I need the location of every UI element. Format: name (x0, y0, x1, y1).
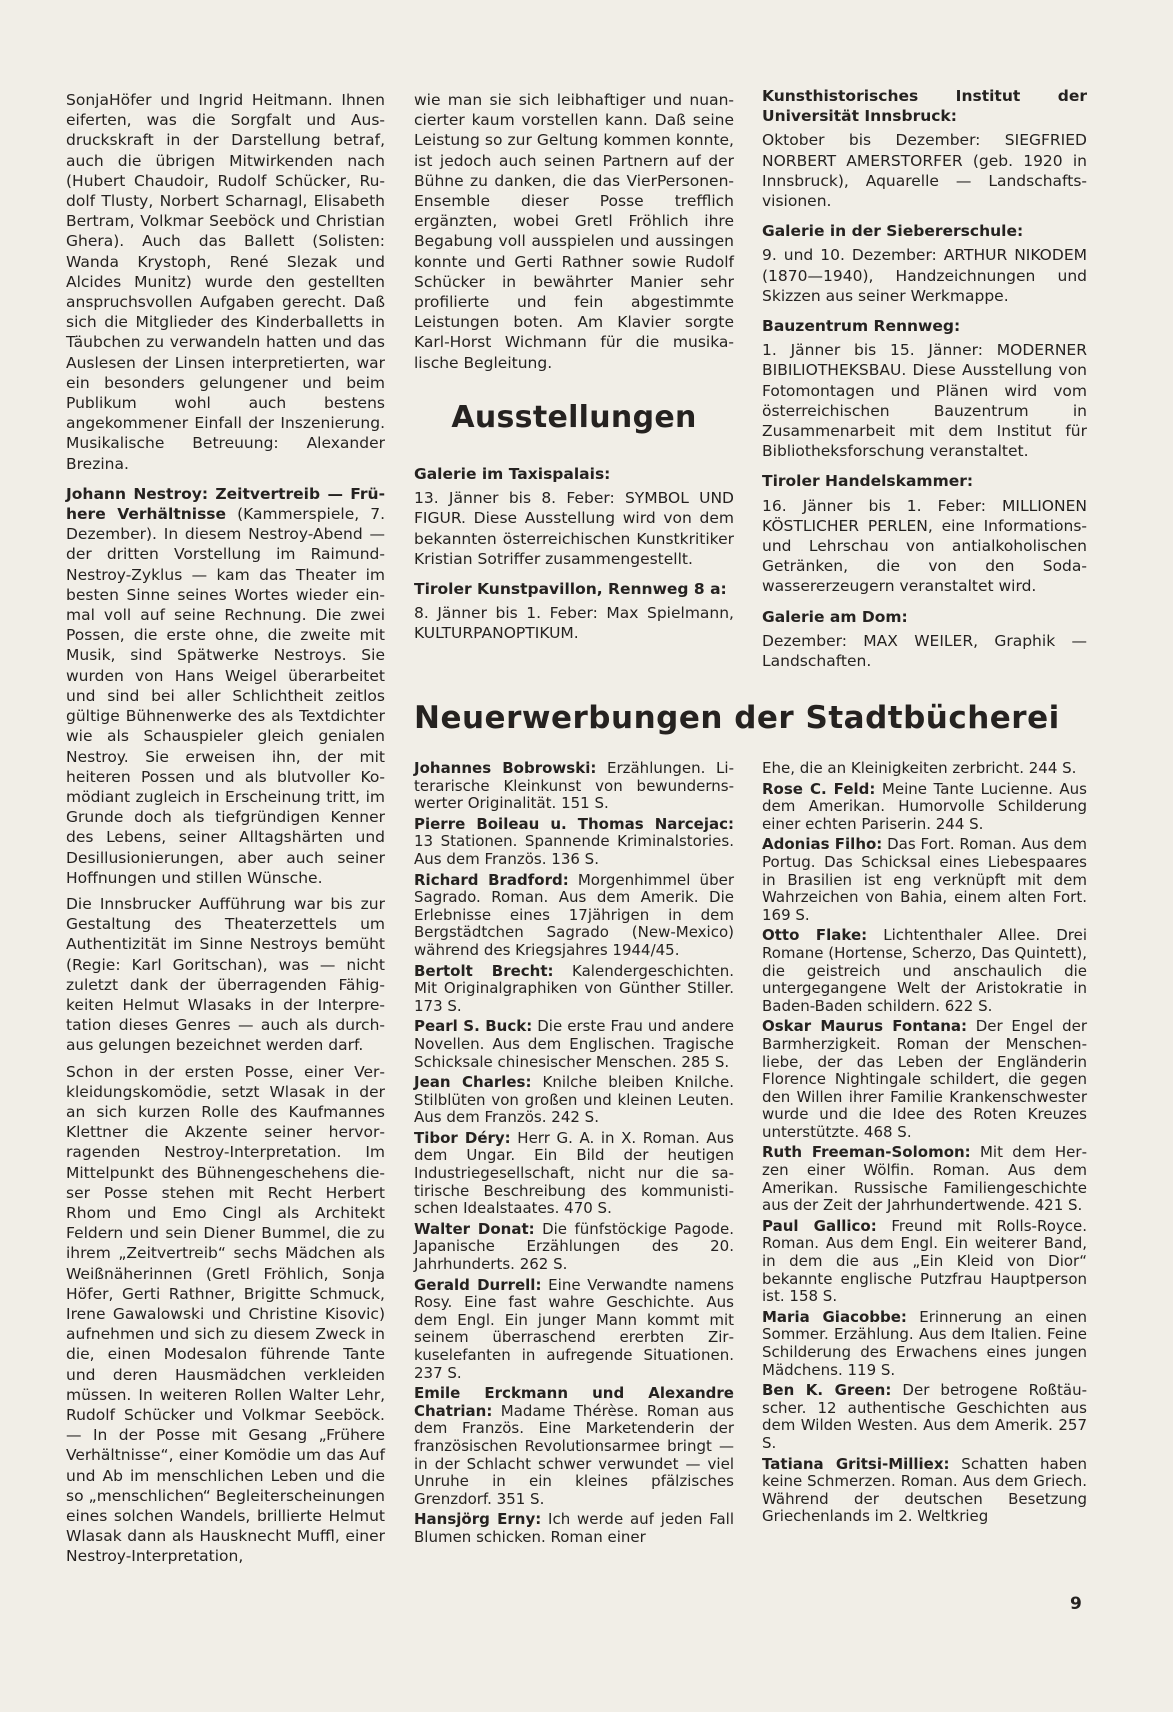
book-author: Rose C. Feld: (762, 779, 876, 798)
book-entry (414, 816, 734, 869)
book-description: Lichtenthaler Allee. Drei Romane (Hortense, Scherzo, Das Quintett), die geistreich und anschaulich die untergegangene Welt der Aristokratie in Baden-Baden schildern. 622 S. (762, 926, 1087, 1015)
column-2 (414, 90, 734, 379)
nestroy-review-p2: Die Innsbrucker Aufführung war bis zur Gestaltung des Theaterzettels um Authentizität im Sinne Nestroys bemüht (Regie: Karl Goritschan), was — nicht zuletzt dank der überragenden Fähigkeiten Helmut Wlasaks in der Interpretation dieses Genres — auch als durchaus gelungen bezeichnet werden darf. (66, 894, 385, 1055)
book-entry (414, 1130, 734, 1218)
nestroy-review (66, 484, 385, 888)
book-description: Ehe, die an Kleinigkeiten zerbricht. 244 S. (762, 759, 1077, 777)
book-author: Bertolt Brecht: (414, 961, 554, 980)
book-author: Tibor Déry: (414, 1128, 511, 1147)
book-description: Freund mit Rolls-Royce. Roman. Aus dem Engl. Ein weiterer Band, in dem die aus „Ein Kleid von Dior“ bekannte englische Putzfrau Hauptperson ist. 158 S. (762, 1216, 1088, 1306)
book-author: Adonias Filho: (762, 835, 883, 854)
book-description: 13 Stationen. Spannende Kriminalstories. Aus dem Französ. 136 S. (414, 832, 734, 868)
book-description: Kalendergeschichten. Mit Originalgraphiken von Günther Stiller. 173 S. (414, 961, 734, 1015)
book-author: Walter Donat: (414, 1219, 535, 1238)
book-entry (762, 927, 1087, 1015)
book-description: Mit dem Herzen einer Wölfin. Roman. Aus dem Amerikan. Russische Familiengeschichte aus der Zeit der Jahrhundertwende. 421 S. (762, 1143, 1087, 1215)
book-description: Herr G. A. in X. Roman. Aus dem Ungar. Ein Bild der heutigen Industriegesellschaft, nicht nur die satirische Beschreibung des kommunistischen Idealstaates. 470 S. (414, 1128, 734, 1218)
book-description: Madame Thérèse. Roman aus dem Französ. Eine Marketenderin der französischen Revolutionsarmee bringt — in der Schlacht schwer verwundet — viel Unruhe in ein kleines pfälzisches Grenzdorf. 351 S. (414, 1401, 734, 1508)
book-entry (762, 1456, 1087, 1526)
exhibition-heading: Tiroler Handelskammer: (762, 472, 974, 491)
book-author: Jean Charles: (414, 1073, 532, 1092)
exhibition-text: 8. Jänner bis 1. Feber: Max Spielmann, KULTURPANOPTIKUM. (414, 604, 734, 643)
book-author: Paul Gallico: (762, 1216, 877, 1235)
ausstellungen-title: Ausstellungen (451, 400, 697, 435)
exhibition-text: 13. Jänner bis 8. Feber: SYMBOL UND FIGUR. Diese Ausstellung wird von dem bekannten österreichischen Kunstkritiker Kristian Sotriffer zusammengestellt. (414, 489, 734, 568)
book-author: Emile Erckmann und Alexandre Chatrian: (414, 1384, 734, 1420)
book-description: Der Engel der Barmherzigkeit. Roman der Menschenliebe, der das Leben der Engländerin Florence Nightingale schildert, die gegen den Willen ihrer Familie Krankenschwester wurde und die Idee des Roten Kreuzes unterstützte. 468 S. (762, 1017, 1087, 1141)
book-author: Pierre Boileau u. Thomas Narcejac: (414, 814, 734, 833)
book-entry (762, 1218, 1087, 1306)
exhibition-text: 1. Jänner bis 15. Jänner: MODERNER BIBILIOTHEKSBAU. Diese Ausstellung von Fotomontagen und Plänen wird vom österreichischen Bauzentrum in Zusammenarbeit mit dem Institut für Bibliotheksforschung veranstaltet. (762, 341, 1087, 461)
book-entry (762, 781, 1087, 834)
exhibition-heading: Galerie im Taxispalais: (414, 465, 611, 483)
book-description: Ich werde auf jeden Fall Blumen schicken. Roman einer (414, 1510, 735, 1546)
nestroy-review-heading: Johann Nestroy: Zeitvertreib — Frühere Verhältnisse (66, 484, 385, 524)
book-author: Pearl S. Buck: (414, 1017, 533, 1036)
book-entry (762, 1309, 1087, 1379)
book-description: Morgenhimmel über Sagrado. Roman. Aus dem Amerik. Die Erlebnisse eines 17jährigen in dem Bergstädtchen Sagrado (New-Mexico) während des Kriegsjahres 1944/45. (414, 870, 734, 959)
book-author: Hansjörg Erny: (414, 1510, 542, 1529)
book-author: Otto Flake: (762, 926, 868, 945)
book-author: Gerald Durrell: (414, 1275, 542, 1294)
exhibition-heading: Galerie in der Siebererschule: (762, 222, 1024, 241)
ballet-review-text: SonjaHöfer und Ingrid Heitmann. Ihnen eiferten, was die Sorgfalt und Ausdruckskraft in der Darstellung betraf, auch die übrigen Mitwirkenden nach (Hubert Chaudoir, Rudolf Schücker, Rudolf Tlusty, Norbert Scharnagl, Elisabeth Bertram, Volkmar Seeböck und Christian Ghera). Auch das Ballett (Solisten: Wanda Krystoph, René Slezak und Alcides Munitz) wurde den gestellten anspruchsvollen Aufgaben gerecht. Daß sich die Mitglieder des Kinderballetts in Täubchen zu verwandeln hatten und das Auslesen der Linsen interpretierten, war ein besonders gelungener und beim Publikum wohl auch bestens angekommener Einfall der Inszenierung. Musikalische Betreuung: Alexander Brezina. (66, 91, 385, 473)
nestroy-review-continued: wie man sie sich leibhaftiger und nuancierter kaum vorstellen kann. Daß seine Leistung so zur Geltung kommen konnte, ist jedoch auch seinen Partnern auf der Bühne zu danken, die das VierPersonen-Ensemble dieser Posse trefflich ergänzten, wobei Gretl Fröhlich ihre Begabung voll ausspielen und aussingen konnte und Gerti Rathner sowie Rudolf Schücker in bewährter Manier sehr profilierte und fein abgestimmte Leistungen boten. Am Klavier sorgte Karl-Horst Wichmann für die musikalische Begleitung. (414, 91, 734, 372)
book-entry (762, 760, 1087, 778)
book-list-left (414, 760, 734, 1550)
neuerwerbungen-title: Neuerwerbungen der Stadtbücherei (414, 700, 1060, 736)
page-number: 9 (1070, 1594, 1082, 1614)
exhibition-text: 9. und 10. Dezember: ARTHUR NIKODEM (1870—1940), Handzeichnungen und Skizzen aus seiner Werkmappe. (762, 246, 1087, 305)
book-author: Tatiana Gritsi-Milliex: (762, 1454, 950, 1473)
book-description: Meine Tante Lucienne. Aus dem Amerikan. Humorvolle Schilderung einer echten Pariserin. 244 S. (762, 779, 1087, 833)
book-entry (414, 872, 734, 960)
column-3 (762, 86, 1087, 677)
book-entry (414, 1074, 734, 1127)
exhibition-text: 16. Jänner bis 1. Feber: MILLIONEN KÖSTLICHER PERLEN, eine Informations- und Lehrschau von antialkoholischen Getränken, die von den Sodawassererzeugern veranstaltet wird. (762, 496, 1087, 596)
book-description: Die erste Frau und andere Novellen. Aus dem Englischen. Tragische Schicksale chinesischer Menschen. 285 S. (414, 1017, 734, 1071)
book-entry (414, 1277, 734, 1383)
ausstellungen-list (414, 454, 734, 650)
book-description: Erzählungen. Literarische Kleinkunst von bewundernswerter Originalität. 151 S. (414, 759, 734, 813)
exhibition-text: Dezember: MAX WEILER, Graphik — Landschaften. (762, 631, 1087, 671)
nestroy-review-p3: Schon in der ersten Posse, einer Verkleidungskomödie, setzt Wlasak in der an sich kurzen Rolle des Kaufmannes Klettner die Akzente seiner hervorragenden Nestroy-Interpretation. Im Mittelpunkt des Bühnengeschehens dieser Posse stehen mit Recht Herbert Rhom und Emo Cingl als Architekt Feldern und sein Diener Bummel, die zu ihrem „Zeitvertreib“ sechs Mädchen als Weißnäherinnen (Gretl Fröhlich, Sonja Höfer, Gerti Rathner, Brigitte Schmuck, Irene Gawalowski und Christine Kisovic) aufnehmen und sich zu diesem Zweck in die, einen Modesalon führende Tante und deren Hausmädchen verkleiden müssen. In weiteren Rollen Walter Lehr, Rudolf Schücker und Volkmar Seeböck. — In der Posse mit Gesang „Frühere Verhältnisse“, einer Komödie um das Auf und Ab im menschlichen Leben und die so „menschlichen“ Begleiterscheinungen eines solchen Wandels, brillierte Helmut Wlasak dann als Hausknecht Muffl, einer Nestroy-Interpretation, (66, 1062, 385, 1566)
book-author: Richard Bradford: (414, 870, 569, 889)
book-description: Erinnerung an einen Sommer. Erzählung. Aus dem Italien. Feine Schilderung des Erwachens eines jungen Mädchens. 119 S. (762, 1307, 1087, 1379)
book-author: Ben K. Green: (762, 1381, 892, 1400)
book-list-right (762, 760, 1087, 1529)
book-entry (414, 963, 734, 1016)
exhibition-heading: Bauzentrum Rennweg: (762, 317, 961, 336)
book-entry (762, 1382, 1087, 1452)
book-entry (414, 1385, 734, 1508)
book-entry (414, 1221, 734, 1274)
exhibition-heading: Tiroler Kunstpavillon, Rennweg 8 a: (414, 580, 727, 599)
book-description: Der betrogene Roßtäuscher. 12 authentische Geschichten aus dem Wilden Westen. Aus dem Amerik. 257 S. (762, 1381, 1087, 1452)
book-entry (762, 1018, 1087, 1141)
book-author: Maria Giacobbe: (762, 1307, 907, 1326)
book-description: Das Fort. Roman. Aus dem Portug. Das Schicksal eines Liebespaares in Brasilien ist eng verknüpft mit dem Wahrzeichen von Bahia, einem alten Fort. 169 S. (762, 835, 1087, 924)
nestroy-review-text: (Kammerspiele, 7. Dezember). In diesem Nestroy-Abend — der dritten Vorstellung im Raimund-Nestroy-Zyklus — kam das Theater im besten Sinne seines Wortes wieder einmal voll auf seine Rechnung. Die zwei Possen, die erste ohne, die zweite mit Musik, sind Spätwerke Nestroys. Sie wurden von Hans Weigel überarbeitet und sind bei aller Schlichtheit zeitlos gültige Bühnenwerke des als Textdichter wie als Schauspieler gleich genialen Nestroy. Sie erweisen ihn, der mit heiteren Possen und als blutvoller Komödiant zugleich in Erscheinung tritt, im Grunde doch als tiefgründigen Kenner des Lebens, seiner Alltagshärten und Desillusionierungen, aber auch seiner Hoffnungen und stillen Wünsche. (66, 505, 386, 887)
book-entry (762, 1144, 1087, 1214)
exhibition-heading: Kunsthistorisches Institut der Universität Innsbruck: (762, 87, 1087, 126)
book-author: Oskar Maurus Fontana: (762, 1017, 968, 1036)
book-description: Eine Verwandte namens Rosy. Eine fast wahre Geschichte. Aus dem Engl. Ein junger Mann kommt mit seinem überraschend ererbten Zirkuselefanten in aufregende Situationen. 237 S. (414, 1275, 734, 1382)
book-author: Ruth Freeman-Solomon: (762, 1143, 971, 1162)
column-1 (66, 90, 385, 1573)
book-entry (414, 1018, 734, 1071)
book-entry (762, 836, 1087, 924)
exhibition-heading: Galerie am Dom: (762, 607, 908, 626)
book-description: Knilche bleiben Knilche. Stilblüten von großen und kleinen Leuten. Aus dem Französ. 242 S. (414, 1073, 734, 1127)
exhibition-text: Oktober bis Dezember: SIEGFRIED NORBERT AMERSTORFER (geb. 1920 in Innsbruck), Aquarelle — Landschaftsvisionen. (762, 131, 1087, 211)
book-entry (414, 760, 734, 813)
book-description: Die fünfstöckige Pagode. Japanische Erzählungen des 20. Jahrhunderts. 262 S. (414, 1219, 734, 1274)
book-description: Schatten haben keine Schmerzen. Roman. Aus dem Griech. Während der deutschen Besetzung Griechenlands im 2. Weltkrieg (762, 1454, 1087, 1526)
book-entry (414, 1511, 734, 1546)
book-author: Johannes Bobrowski: (414, 759, 597, 777)
